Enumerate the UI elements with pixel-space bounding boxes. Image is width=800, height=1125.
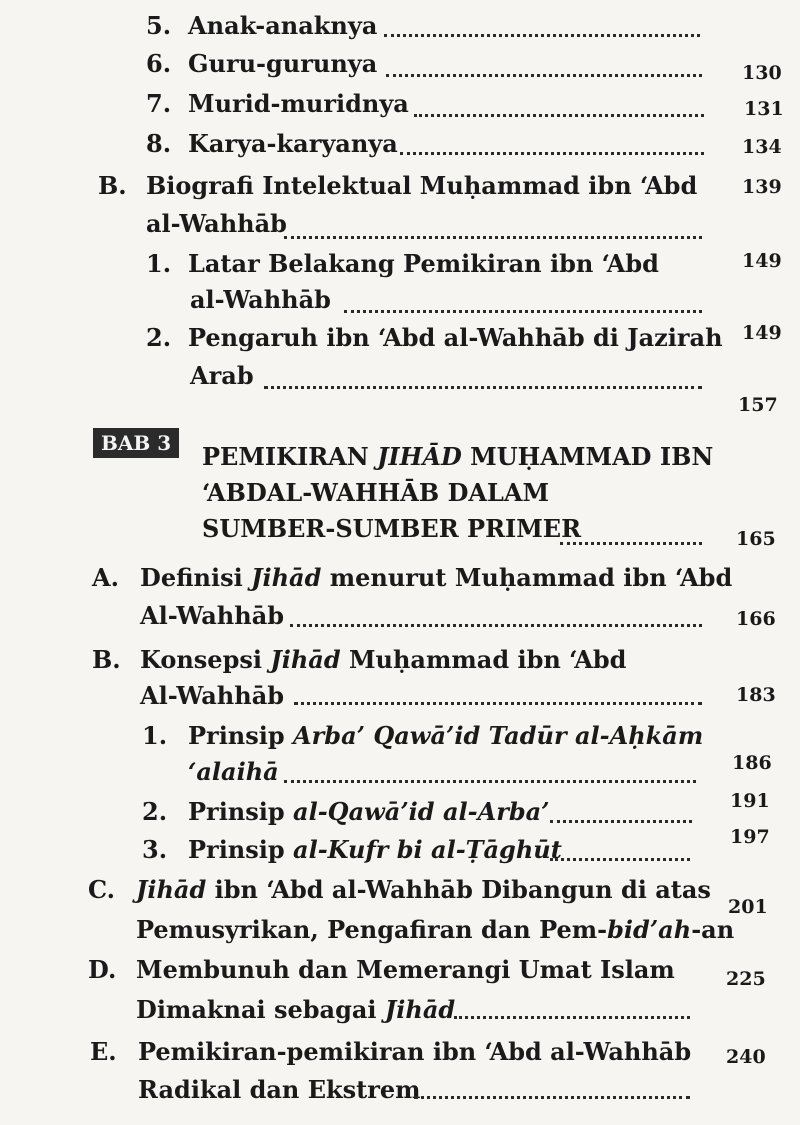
toc-entry-b2-pengaruh-line2: Arab	[190, 361, 254, 390]
toc-entry-b1-latar-line2: al-Wahhāb	[190, 285, 331, 314]
page-number: 130	[742, 62, 782, 84]
toc-entry-b-biografi-line2: al-Wahhāb	[146, 209, 287, 238]
leader-dots	[294, 698, 702, 705]
page-number: 166	[736, 608, 776, 630]
chapter-title-line1: PEMIKIRAN JIHĀD MUḤAMMAD IBN	[202, 442, 714, 471]
leader-dots	[550, 854, 690, 861]
leader-dots	[560, 538, 702, 545]
leader-dots	[290, 620, 702, 627]
leader-dots	[384, 30, 700, 37]
page-number: 201	[728, 896, 768, 918]
page-number: 165	[736, 528, 776, 550]
page-number: 186	[732, 752, 772, 774]
page-number: 157	[738, 394, 778, 416]
leader-dots	[284, 776, 696, 783]
toc-section-b-line2: Al-Wahhāb	[140, 681, 285, 710]
toc-entry-b2-pengaruh: 2. Pengaruh ibn ‘Abd al-Wahhāb di Jazirah	[146, 323, 723, 352]
toc-entry-5: 5. Anak-anaknya	[146, 11, 378, 40]
leader-dots	[284, 232, 702, 239]
toc-section-b: B. Konsepsi Jihād Muḥammad ibn ‘Abd	[92, 645, 627, 674]
page-number: 225	[726, 968, 766, 990]
toc-section-b1-line2: ‘alaihā	[188, 757, 279, 786]
chapter-title-line3: SUMBER-SUMBER PRIMER	[202, 514, 582, 543]
toc-entry-6: 6. Guru-gurunya	[146, 49, 378, 78]
page-number: 197	[730, 826, 770, 848]
toc-entry-8: 8. Karya-karyanya	[146, 129, 398, 158]
toc-entry-7: 7. Murid-muridnya	[146, 89, 409, 118]
toc-section-b3: 3. Prinsip al-Kufr bi al-Ṭāghūt	[142, 835, 562, 864]
toc-section-d: D. Membunuh dan Memerangi Umat Islam	[88, 955, 675, 984]
page-number: 149	[742, 322, 782, 344]
leader-dots	[414, 1092, 690, 1099]
leader-dots	[264, 382, 702, 389]
toc-section-c-line2: Pemusyrikan, Pengafiran dan Pem-bid’ah-an	[136, 915, 735, 944]
toc-section-b1: 1. Prinsip Arba’ Qawā’id Tadūr al-Aḥkām	[142, 721, 704, 750]
toc-section-c: C. Jihād ibn ‘Abd al-Wahhāb Dibangun di atas	[88, 875, 711, 904]
page-number: 240	[726, 1046, 766, 1068]
page-number: 134	[742, 136, 782, 158]
chapter-badge: BAB 3	[93, 428, 179, 458]
page-number: 139	[742, 176, 782, 198]
toc-section-d-line2: Dimaknai sebagai Jihād	[136, 995, 456, 1024]
chapter-title-line2: ‘ABDAL-WAHHĀB DALAM	[202, 478, 550, 507]
page-number: 191	[730, 790, 770, 812]
leader-dots	[386, 70, 702, 77]
leader-dots	[344, 306, 702, 313]
page-number: 131	[744, 98, 784, 120]
toc-section-a: A. Definisi Jihād menurut Muḥammad ibn ‘Abd	[92, 563, 733, 592]
toc-section-e-line2: Radikal dan Ekstrem	[138, 1075, 421, 1104]
leader-dots	[400, 148, 704, 155]
toc-entry-b-biografi: B. Biografi Intelektual Muḥammad ibn ‘Abd	[98, 171, 698, 200]
toc-section-a-line2: Al-Wahhāb	[140, 601, 285, 630]
page-number: 149	[742, 250, 782, 272]
toc-section-b2: 2. Prinsip al-Qawā’id al-Arba’	[142, 797, 550, 826]
toc-section-e: E. Pemikiran-pemikiran ibn ‘Abd al-Wahhāb	[90, 1037, 692, 1066]
leader-dots	[454, 1012, 690, 1019]
toc-entry-b1-latar: 1. Latar Belakang Pemikiran ibn ‘Abd	[146, 249, 659, 278]
leader-dots	[414, 110, 704, 117]
page-number: 183	[736, 684, 776, 706]
leader-dots	[550, 816, 692, 823]
